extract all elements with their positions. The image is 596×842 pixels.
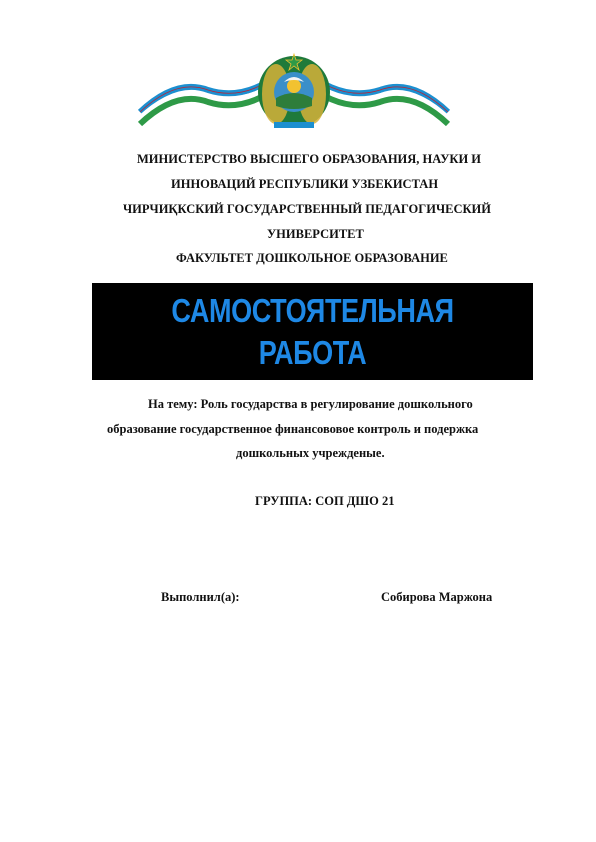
group-label: ГРУППА: СОП ДШО 21: [255, 494, 395, 508]
state-emblem-icon: [136, 52, 452, 130]
topic-line-1: На тему: Роль государства в регулирование дошкольного: [148, 397, 473, 411]
topic-line-2: образование государственное финансововое контроль и подержка: [107, 422, 479, 436]
title-line-2: РАБОТА: [258, 334, 367, 371]
ministry-line-1: МИНИСТЕРСТВО ВЫСШЕГО ОБРАЗОВАНИЯ, НАУКИ И: [137, 152, 482, 166]
topic-line-3: дошкольных учрежденые.: [236, 446, 385, 460]
author-name: Собирова Маржона: [381, 590, 493, 604]
faculty-line: ФАКУЛЬТЕТ ДОШКОЛЬНОЕ ОБРАЗОВАНИЕ: [176, 251, 448, 265]
university-line-1: ЧИРЧИҚКСКИЙ ГОСУДАРСТВЕННЫЙ ПЕДАГОГИЧЕСКИЙ: [123, 202, 491, 216]
title-line-1: САМОСТОЯТЕЛЬНАЯ: [171, 292, 454, 329]
title-banner: [92, 283, 533, 380]
university-line-2: УНИВЕРСИТЕТ: [267, 227, 364, 241]
author-label: Выполнил(а):: [161, 590, 240, 604]
ministry-line-2: ИННОВАЦИЙ РЕСПУБЛИКИ УЗБЕКИСТАН: [171, 177, 439, 191]
